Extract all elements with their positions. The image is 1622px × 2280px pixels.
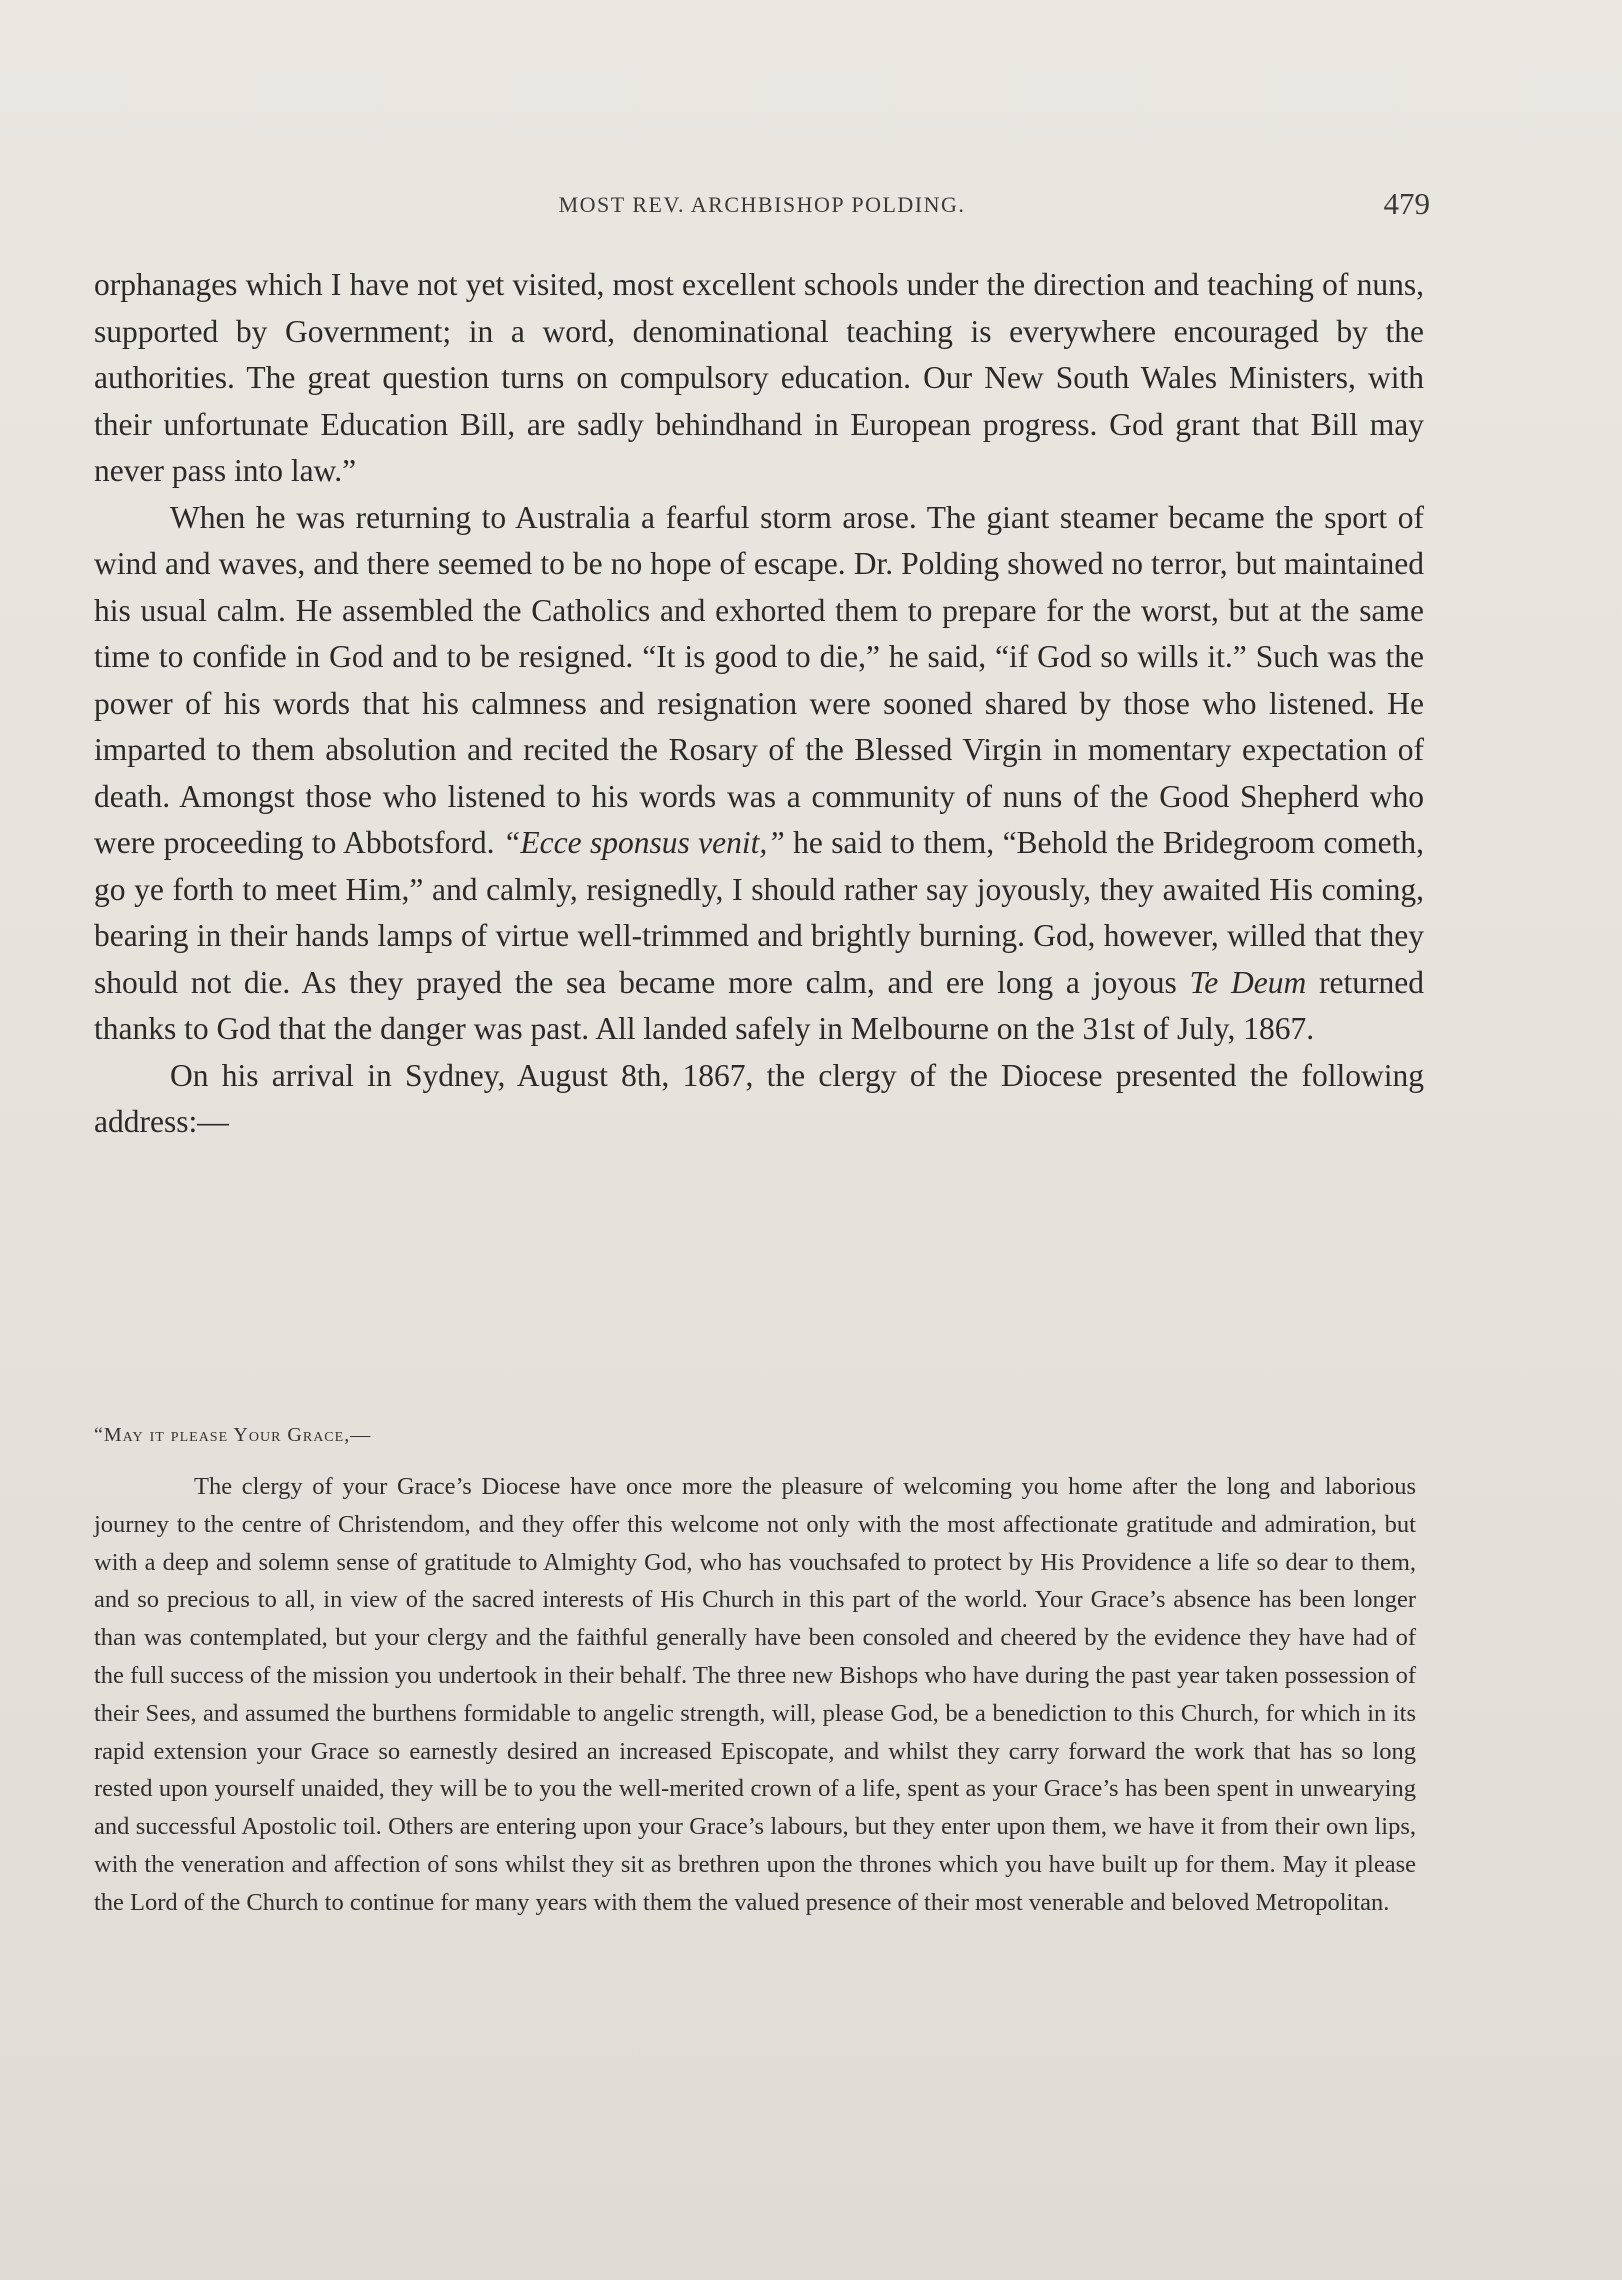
paragraph-arrival: On his arrival in Sydney, August 8th, 1867, the clergy of the Diocese presented the following address:— — [94, 1057, 1424, 1139]
running-head: MOST REV. ARCHBISHOP POLDING. — [558, 192, 966, 217]
storm-text-3: returned thanks to God that the danger was past. All landed safely in Melbourne on the 31st of July, 1867. — [94, 964, 1425, 1046]
page-header — [94, 186, 1430, 226]
page-number: 479 — [1383, 186, 1430, 221]
storm-text-2: he said to them, “Behold the Bridegroom cometh, go ye forth to meet Him,” and calmly, resignedly, I should rather say joyously, they awaited His coming, bearing in their hands lamps of virtue well-trimmed and brightly burning. God, however, willed that they should not die. As they prayed the sea became more calm, and ere long a joyous — [94, 825, 1425, 1000]
paragraph-education: orphanages which I have not yet visited, most excellent schools under the direction and teaching of nuns, supported by Government; in a word, denominational teaching is everywhere encouraged by the authorities. The great question turns on compulsory education. Our New South Wales Ministers, with their unfortunate Education Bill, are sadly behindhand in European progress. God grant that Bill may never pass into law.” — [94, 267, 1424, 488]
storm-text-1: When he was returning to Australia a fearful storm arose. The giant steamer became the sport of wind and waves, and there seemed to be no hope of escape. Dr. Polding showed no terror, but maintained his usual calm. He assembled the Catholics and exhorted them to prepare for the worst, but at the same time to confide in God and to be resigned. “It is good to die,” he said, “if God so wills it.” Such was the power of his words that his calmness and resignation were sooned shared by those who listened. He imparted to them absolution and recited the Rosary of the Blessed Virgin in momentary expectation of death. Amongst those who listened to his words was a community of nuns of the Good Shepherd who were proceeding to Abbotsford. — [94, 499, 1424, 860]
body-text — [94, 262, 1424, 1146]
latin-quote: “Ecce sponsus venit,” — [502, 825, 785, 860]
te-deum: Te Deum — [1189, 964, 1307, 1000]
address-salutation: “May it please Your Grace,— — [94, 1424, 372, 1446]
clergy-address — [94, 1468, 1416, 1922]
address-text: The clergy of your Grace’s Diocese have once more the pleasure of welcoming you home after the long and laborious journey to the centre of Christendom, and they offer this welcome not only with the most affectionate gratitude and admiration, but with a deep and solemn sense of gratitude to Almighty God, who has vouchsafed to protect by His Providence a life so dear to them, and so precious to all, in view of the sacred interests of His Church in this part of the world. Your Grace’s absence has been longer than was contemplated, but your clergy and the faithful generally have been consoled and cheered by the evidence they have had of the full success of the mission you undertook in their behalf. The three new Bishops who have during the past year taken possession of their Sees, and assumed the burthens formidable to angelic strength, will, please God, be a benediction to this Church, for which in its rapid extension your Grace so earnestly desired an increased Episcopate, and whilst they carry forward the work that has so long rested upon yourself unaided, they will be to you the well-merited crown of a life, spent as your Grace’s has been spent in unwearying and successful Apostolic toil. Others are entering upon your Grace’s labours, but they enter upon them, we have it from their own lips, with the veneration and affection of sons whilst they sit as brethren upon the thrones which you have built up for them. May it please the Lord of the Church to continue for many years with them the valued presence of their most venerable and beloved Metropolitan. — [94, 1473, 1416, 1916]
paragraph-storm — [94, 495, 1424, 1053]
